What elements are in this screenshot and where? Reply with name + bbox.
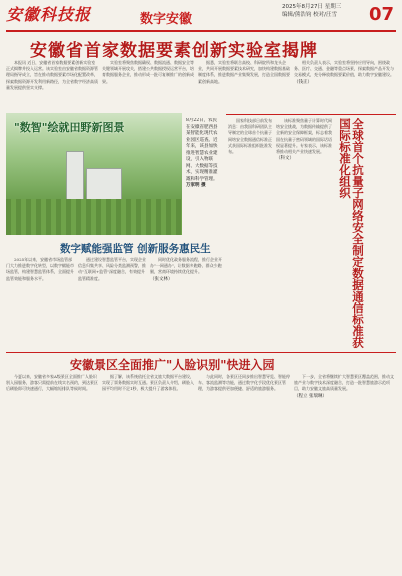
article3-text: 2025年以来，安徽省市场监管部门大力推进数字化转型，以数字赋能市场监管，构建智慧监管体系，全面提升监管效能和服务水平。 [6, 257, 74, 281]
article1-col1 [6, 60, 98, 110]
farm-photo [6, 113, 182, 235]
article3-title: 数字赋能强监管 创新服务惠民生 [60, 243, 211, 255]
article3-col3 [150, 257, 222, 349]
article5-text: 据了解，该系统依托全省文旅大数据平台建设，实现了票务数据实时互通。景区负责人介绍，刷脸入园平均用时不足1秒，极大提升了游客体验。 [102, 374, 194, 392]
article1-byline: （钱正） [294, 79, 312, 85]
article5-byline: （程立 张瑞琳） [294, 393, 327, 399]
article2-title: "数智"绘就田野新图景 [14, 121, 125, 134]
sensor-pole-image [66, 151, 84, 201]
article5-col3 [198, 374, 290, 570]
article1-col2 [102, 60, 194, 110]
article1-text: 本报讯 近日，安徽省首家数据要素创新实验室正式揭牌并投入运营。该实验室由安徽省数据资源管理局指导成立，旨在推动数据要素市场化配置改革，探索数据资源开发利用新路径，为全省数字经济高质量发展提供坚实支撑。 [6, 60, 98, 90]
editor-credit: 编辑/熊浩钧 校对/汪雪 [282, 12, 337, 18]
masthead-rule [6, 30, 396, 32]
article1-text: 据悉，实验室将联合高校、科研院所和龙头企业，共同开展数据要素技术研究，加快构建数据基础制度体系，推进数据产业集聚发展，打造全国数据要素创新高地。 [198, 60, 290, 84]
article1-text: 实验室将聚焦数据确权、数据流通、数据安全等关键领域开展攻关，搭建公共数据授权运营平台，培育数据服务企业，推动形成一批可复制推广的创新成果。 [102, 60, 194, 84]
masthead [0, 0, 402, 30]
article4-headline: 全球首个抗量子网络安全制定数据通信标准获国际标准化组织 [338, 118, 365, 348]
caption-text: 8月22日，农民在安徽省肥西县某智能化现代农业园区巡查。近年来，该县加快推进智慧农业建设，引入物联网、大数据等技术，实现精准灌溉和科学管理。 [186, 118, 218, 182]
sidebar-rule [226, 114, 396, 115]
article4-summary-text: 国家科技部日前发布消息：由我国科研团队主导制定的全球首个抗量子网络安全数据通信标准正式获国际标准组织批准发布。 [228, 118, 272, 155]
article1-col4 [294, 60, 396, 110]
article3-text: 同时优化政务服务流程，推行企业开办"一网通办"，让数据多跑路、群众少跑腿，营商环境持续优化提升。 [150, 257, 222, 275]
page-number: 07 [369, 4, 395, 25]
article5-col4 [294, 374, 396, 570]
article4-body [276, 118, 334, 350]
section-rule [6, 352, 396, 353]
dateline [282, 3, 341, 19]
article4-body-text: 该标准聚焦量子计算时代网络安全挑战，为数据传输提供了全新的安全保障框架，标志着我国在抗量子密码领域的国际话语权显著提升。专家表示，该标准将推动相关产业快速发展。 [276, 118, 332, 155]
photo-caption [186, 118, 218, 230]
article3-col2 [78, 257, 146, 349]
article1-headline: 安徽省首家数据要素创新实验室揭牌 [30, 41, 318, 61]
article3-text: 通过建设智慧监管平台，实现企业信息归集共享、风险分类监测预警，推动"互联网+监管"深度融合，有效提升监管精准度。 [78, 257, 146, 281]
article5-text: 今夏以来，安徽省多家A级景区全面推广人脸识别入园服务，游客只需提前在线实名预约，到达景区后刷脸即可快速通行，大幅缩短排队等候时间。 [6, 374, 98, 392]
article5-col2 [102, 374, 194, 570]
article5-text: 与此同时，各景区还同步推出智慧导览、智能停车、客流监测等功能，通过数字化手段优化景区管理，为游客提供更加便捷、舒适的旅游服务。 [198, 374, 290, 392]
article3-col1 [6, 257, 74, 349]
article1-col3 [198, 60, 290, 110]
article4-byline: （科文） [276, 156, 294, 162]
article5-title: 安徽景区全面推广"人脸识别"快进入园 [70, 358, 275, 372]
issue-date: 2025年8月27日 星期三 [282, 4, 342, 10]
article3-byline: （张文林） [150, 276, 173, 282]
section-title: 数字安徽 [140, 12, 193, 27]
article1-text: 相关负责人表示，实验室将坚持应用导向，围绕政务、医疗、交通、金融等重点场景，探索数据产品开发与交易模式，充分释放数据要素价值，助力数字安徽建设。 [294, 60, 394, 78]
newspaper-logo: 安徽科技报 [6, 5, 92, 24]
article4-summary [228, 118, 274, 350]
article5-text: 下一步，全省将继续扩大智慧景区覆盖范围，推动文旅产业与数字技术深度融合，打造一批智慧旅游示范项目，助力安徽文旅高质量发展。 [294, 374, 394, 392]
control-cabinet-image [86, 168, 122, 200]
photographer-credit: 万家明 摄 [186, 183, 206, 188]
article5-col1 [6, 374, 98, 570]
crop-rows-image [6, 199, 182, 235]
